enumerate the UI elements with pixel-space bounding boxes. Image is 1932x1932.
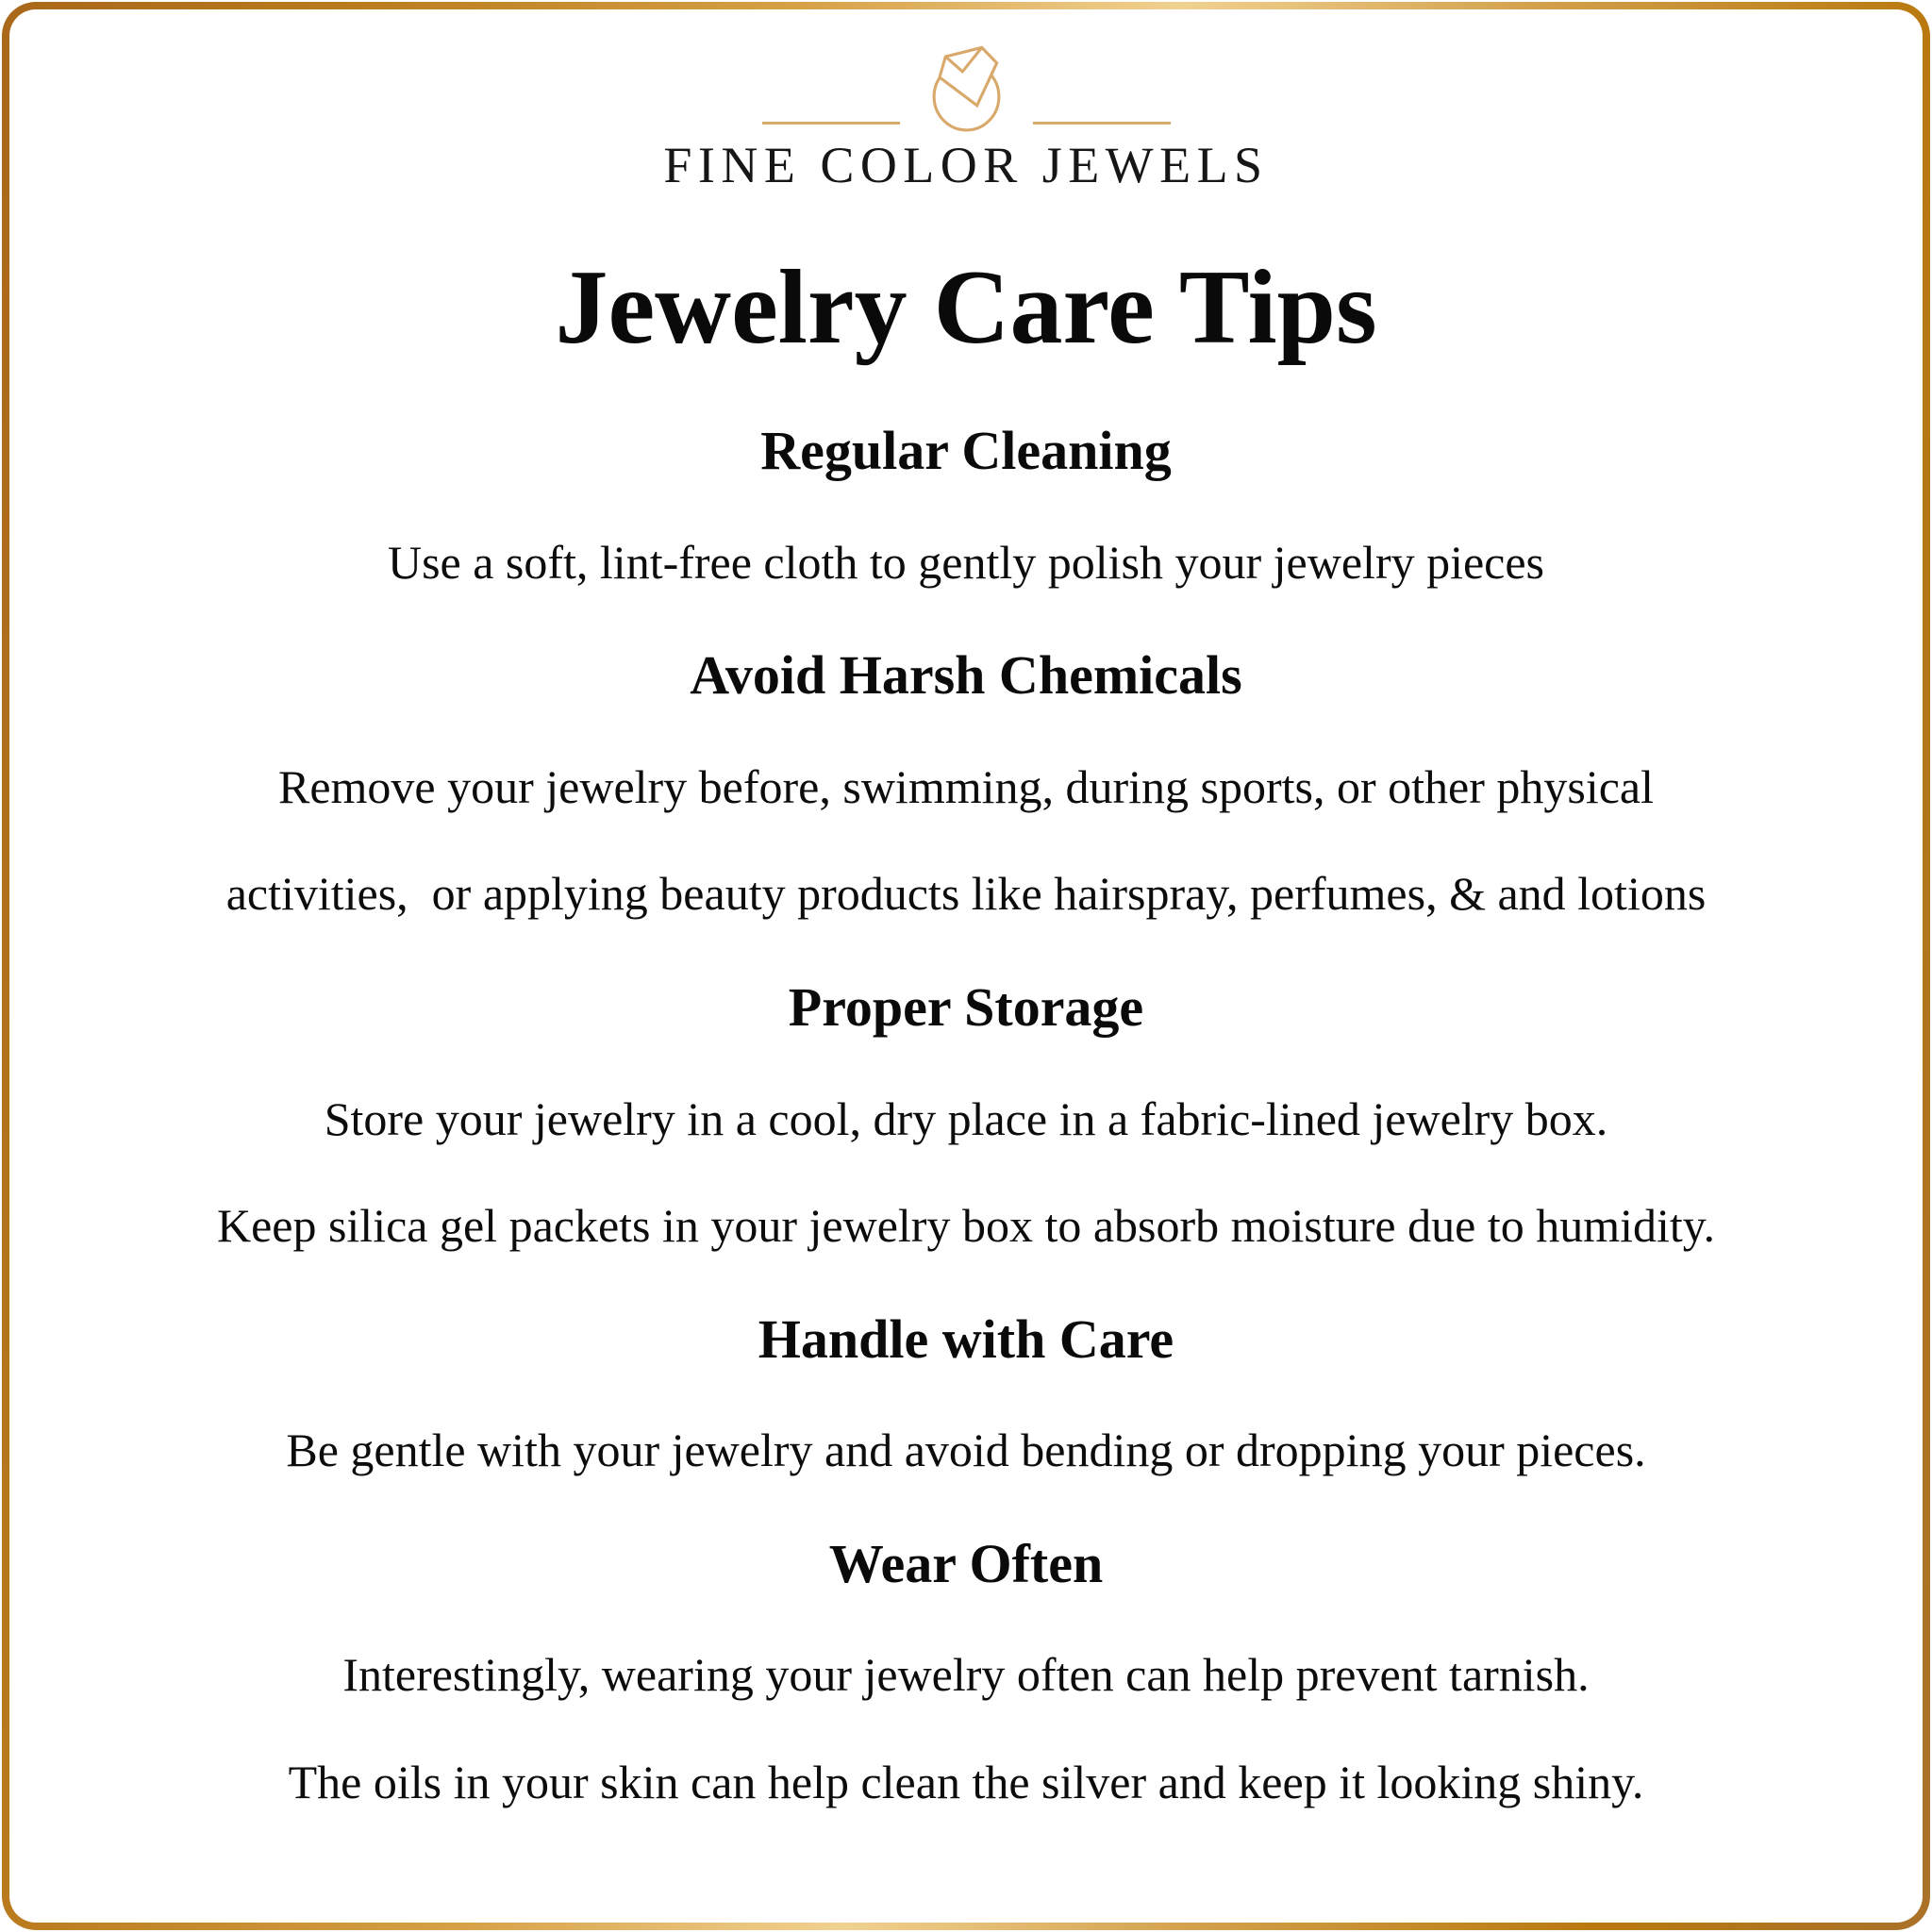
brand-logo-block bbox=[9, 38, 1923, 132]
logo-right-rule bbox=[1033, 122, 1171, 125]
section-heading-proper-storage: Proper Storage bbox=[788, 975, 1144, 1038]
tip-line: Be gentle with your jewelry and avoid bending or dropping your pieces. bbox=[286, 1424, 1646, 1477]
tip-line: Remove your jewelry before, swimming, during sports, or other physical bbox=[277, 759, 1655, 813]
tip-line: Use a soft, lint-free cloth to gently polish your jewelry pieces bbox=[387, 535, 1545, 589]
page-title: Jewelry Care Tips bbox=[555, 249, 1377, 366]
tip-line: The oils in your skin can help clean the silver and keep it looking shiny. bbox=[288, 1755, 1644, 1808]
diamond-ring-icon bbox=[917, 38, 1016, 132]
tip-line: Keep silica gel packets in your jewelry box to absorb moisture due to humidity. bbox=[216, 1199, 1716, 1253]
brand-name: FINE COLOR JEWELS bbox=[663, 137, 1269, 193]
section-heading-wear-often: Wear Often bbox=[828, 1532, 1104, 1594]
section-heading-handle-with-care: Handle with Care bbox=[758, 1307, 1174, 1370]
gold-border-frame bbox=[2, 2, 1930, 1930]
tip-line: Interestingly, wearing your jewelry often can help prevent tarnish. bbox=[342, 1648, 1590, 1702]
jewelry-care-card bbox=[9, 9, 1923, 1923]
tip-line: activities, or applying beauty products like hairspray, perfumes, & and lotions bbox=[225, 867, 1707, 921]
section-heading-regular-cleaning: Regular Cleaning bbox=[760, 419, 1172, 481]
section-heading-avoid-harsh-chemicals: Avoid Harsh Chemicals bbox=[690, 644, 1242, 707]
logo-left-rule bbox=[762, 122, 900, 125]
tip-line: Store your jewelry in a cool, dry place in a fabric-lined jewelry box. bbox=[324, 1091, 1608, 1145]
